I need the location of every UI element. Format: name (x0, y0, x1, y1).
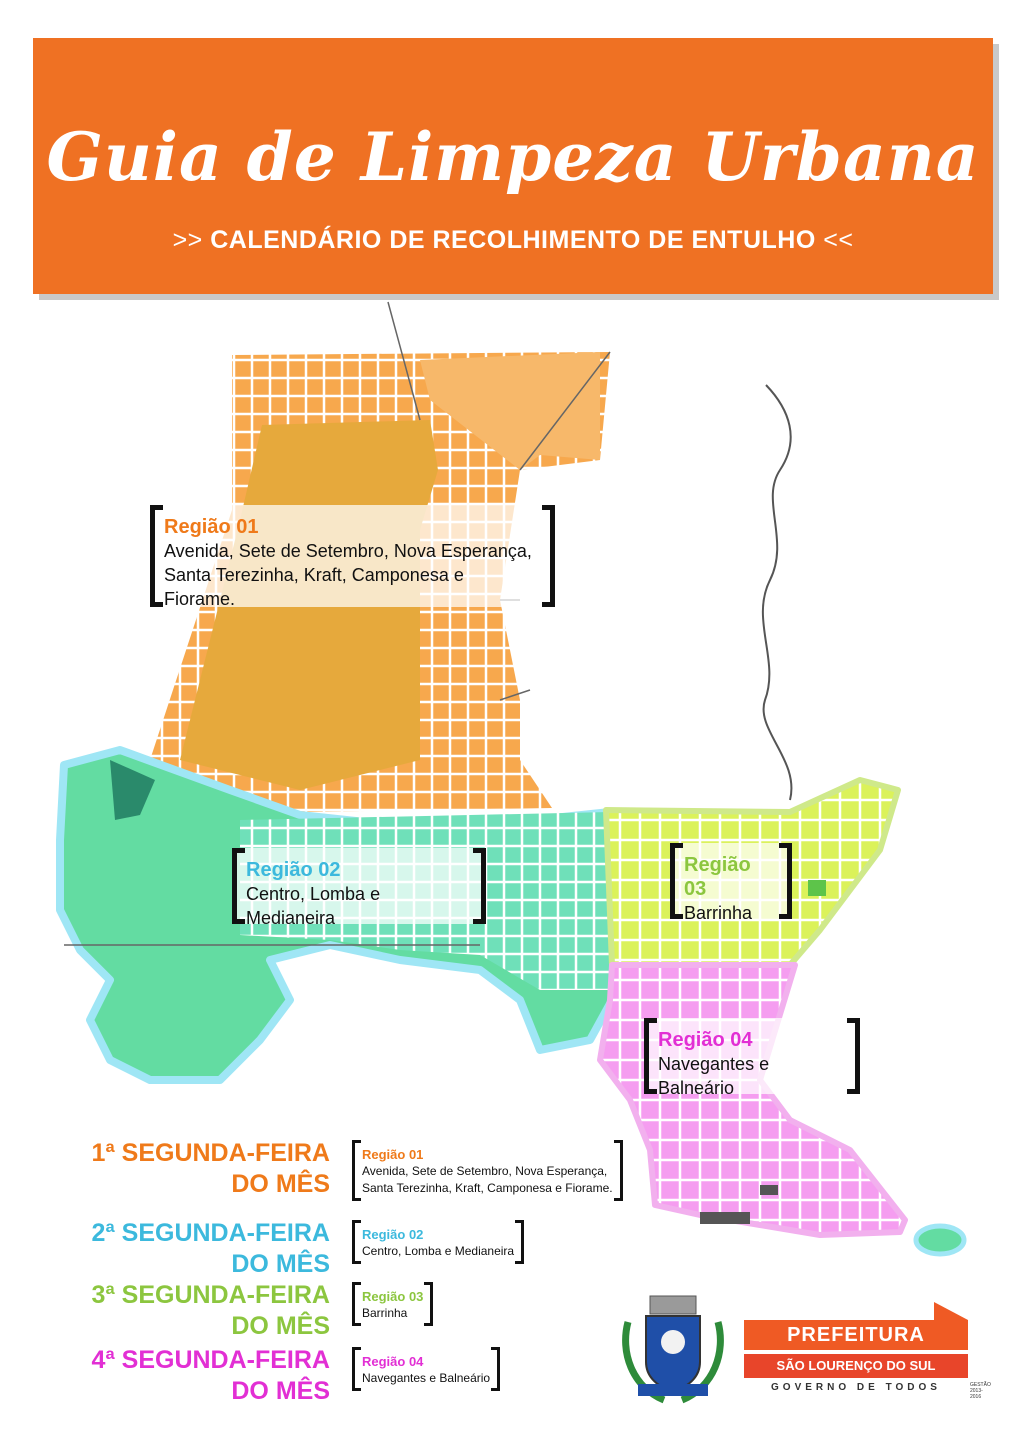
page-title: Guia de Limpeza Urbana (46, 118, 980, 196)
map-label-regiao-02 (232, 848, 486, 928)
river (763, 385, 792, 800)
map-label-title: Região 02 (246, 859, 341, 881)
prefeitura-slogan: GOVERNO DE TODOS (771, 1382, 941, 1393)
schedule-day (30, 1218, 330, 1280)
map-label-districts: Santa Terezinha, Kraft, Camponesa e Fiorame. (164, 565, 464, 609)
schedule-region-districts: Barrinha (362, 1306, 408, 1320)
schedule-row-3 (40, 1280, 600, 1340)
schedule-region-box (352, 1140, 623, 1201)
gestao-years: 2013-2016 (970, 1388, 983, 1400)
prefeitura-gestao (970, 1382, 991, 1400)
schedule-row-2 (40, 1218, 600, 1278)
schedule-day-line2: DO MÊS (231, 1377, 330, 1405)
schedule-region-title: Região 03 (362, 1289, 424, 1304)
subtitle-suffix: << (823, 226, 854, 254)
coat-of-arms-icon (614, 1292, 732, 1407)
map-label-title: Região 01 (164, 516, 259, 538)
prefeitura-logo (744, 1300, 991, 1410)
schedule-day-line1: 1ª SEGUNDA-FEIRA (91, 1139, 330, 1167)
schedule-region-districts: Santa Terezinha, Kraft, Camponesa e Fiorame. (362, 1181, 613, 1195)
subtitle-text: CALENDÁRIO DE RECOLHIMENTO DE ENTULHO (210, 226, 816, 254)
schedule-region-title: Região 02 (362, 1227, 424, 1242)
map-label-regiao-03 (670, 843, 792, 923)
schedule-day-line1: 3ª SEGUNDA-FEIRA (91, 1281, 330, 1309)
map-label-districts: Barrinha (684, 903, 753, 923)
schedule-day-line1: 2ª SEGUNDA-FEIRA (91, 1219, 330, 1247)
schedule-region-title: Região 01 (362, 1147, 424, 1162)
prefeitura-title: PREFEITURA (744, 1320, 968, 1350)
map-label-districts: Avenida, Sete de Setembro, Nova Esperança, (164, 541, 532, 561)
subtitle-prefix: >> (172, 226, 203, 254)
map-label-title: Região 04 (658, 1029, 753, 1051)
schedule-day (30, 1280, 330, 1342)
prefeitura-city: SÃO LOURENÇO DO SUL (744, 1354, 968, 1378)
map-label-regiao-04 (644, 1018, 860, 1098)
schedule-day-line2: DO MÊS (231, 1170, 330, 1198)
schedule-region-box (352, 1282, 433, 1326)
schedule-day-line2: DO MÊS (231, 1312, 330, 1340)
schedule-region-districts: Navegantes e Balneário (362, 1371, 491, 1385)
schedule-day (30, 1138, 330, 1200)
schedule-region-box (352, 1347, 500, 1391)
schedule-day-line2: DO MÊS (231, 1250, 330, 1278)
schedule-day (30, 1345, 330, 1407)
gestao-label: GESTÃO (970, 1382, 991, 1388)
map-label-districts: Navegantes e Balneário (658, 1054, 770, 1098)
schedule-day-line1: 4ª SEGUNDA-FEIRA (91, 1346, 330, 1374)
logo-flag-icon (934, 1300, 974, 1322)
island (916, 1226, 964, 1254)
schedule-row-4 (40, 1345, 600, 1405)
schedule-region-districts: Centro, Lomba e Medianeira (362, 1244, 515, 1258)
map-label-title: Região 03 (684, 854, 751, 900)
map-label-districts: Centro, Lomba e Medianeira (246, 884, 381, 928)
schedule-row-1 (40, 1138, 613, 1208)
schedule-region-title: Região 04 (362, 1354, 424, 1369)
schedule-region-box (352, 1220, 524, 1264)
map-label-regiao-01 (150, 505, 555, 607)
schedule-region-districts: Avenida, Sete de Setembro, Nova Esperança, (362, 1164, 608, 1178)
